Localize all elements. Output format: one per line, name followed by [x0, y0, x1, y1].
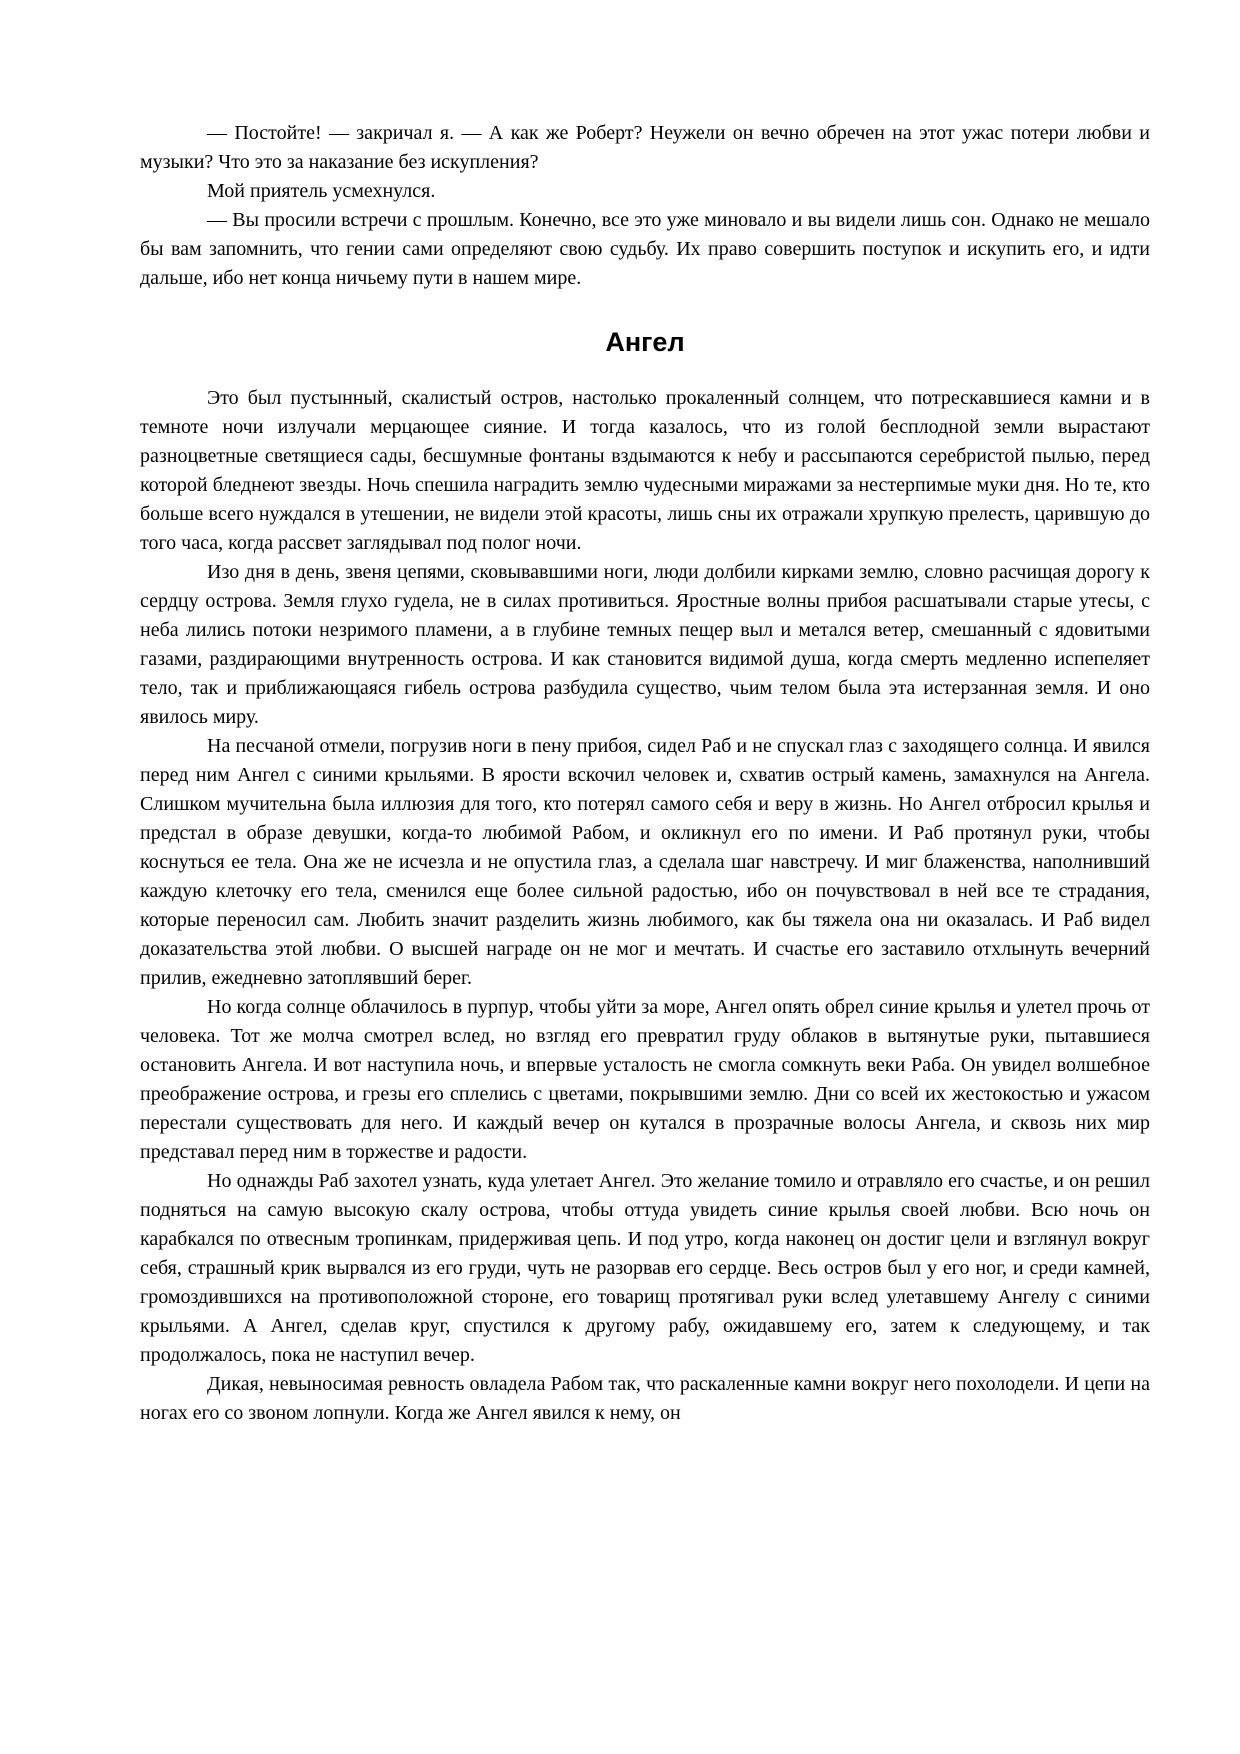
chapter-heading: Ангел	[605, 327, 685, 357]
story-paragraphs	[140, 384, 1150, 1428]
intro-paragraphs	[140, 119, 1150, 293]
paragraph: — Вы просили встречи с прошлым. Конечно, все это уже миновало и вы видели лишь сон. Однако не мешало бы вам запомнить, что гении сами определяют свою судьбу. Их право совершить поступок и искупить его, и идти дальше, ибо нет конца ничьему пути в нашем мире.	[140, 209, 1150, 289]
paragraph: Это был пустынный, скалистый остров, настолько прокаленный солнцем, что потрескавшиеся камни и в темноте ночи излучали мерцающее сияние. И тогда казалось, что из голой бесплодной земли вырастают разноцветные светящиеся сады, бесшумные фонтаны вздымаются к небу и рассыпаются серебристой пылью, перед которой бледнеют звезды. Ночь спешила наградить землю чудесными миражами за нестерпимые муки дня. Но те, кто больше всего нуждался в утешении, не видели этой красоты, лишь сны их отражали хрупкую прелесть, царившую до того часа, когда рассвет заглядывал под полог ночи.	[140, 387, 1150, 554]
paragraph: Но однажды Раб захотел узнать, куда улетает Ангел. Это желание томило и отравляло его счастье, и он решил подняться на самую высокую скалу острова, чтобы оттуда увидеть синие крылья своей любви. Всю ночь он карабкался по отвесным тропинкам, придерживая цепь. И под утро, когда наконец он достиг цели и взглянул вокруг себя, страшный крик вырвался из его груди, чуть не разорвав его сердце. Весь остров был у его ног, и среди камней, громоздившихся на противоположной стороне, его товарищ протягивал руки вслед улетавшему Ангелу с синими крыльями. А Ангел, сделав круг, спустился к другому рабу, ожидавшему его, затем к следующему, и так продолжалось, пока не наступил вечер.	[140, 1170, 1150, 1366]
paragraph: — Постойте! — закричал я. — А как же Роберт? Неужели он вечно обречен на этот ужас потери любви и музыки? Что это за наказание без искупления?	[140, 122, 1150, 173]
paragraph: Мой приятель усмехнулся.	[207, 180, 436, 202]
paragraph: На песчаной отмели, погрузив ноги в пену прибоя, сидел Раб и не спускал глаз с заходящего солнца. И явился перед ним Ангел с синими крыльями. В ярости вскочил человек и, схватив острый камень, замахнулся на Ангела. Слишком мучительна была иллюзия для того, кто потерял самого себя и веру в жизнь. Но Ангел отбросил крылья и предстал в образе девушки, когда-то любимой Рабом, и окликнул его по имени. И Раб протянул руки, чтобы коснуться ее тела. Она же не исчезла и не опустила глаз, а сделала шаг навстречу. И миг блаженства, наполнивший каждую клеточку его тела, сменился еще более сильной радостью, ибо он почувствовал в ней все те страдания, которые переносил сам. Любить значит разделить жизнь любимого, как бы тяжела она ни оказалась. И Раб видел доказательства этой любви. О высшей награде он не мог и мечтать. И счастье его заставило отхлынуть вечерний прилив, ежедневно затоплявший берег.	[140, 735, 1150, 989]
paragraph: Изо дня в день, звеня цепями, сковывавшими ноги, люди долбили кирками землю, словно расчищая дорогу к сердцу острова. Земля глухо гудела, не в силах противиться. Яростные волны прибоя расшатывали старые утесы, с неба лились потоки незримого пламени, а в глубине темных пещер выл и метался ветер, смешанный с ядовитыми газами, раздирающими внутренность острова. И как становится видимой душа, когда смерть медленно испепеляет тело, так и приближающаяся гибель острова разбудила существо, чьим телом была эта истерзанная земля. И оно явилось миру.	[140, 561, 1150, 728]
paragraph: Дикая, невыносимая ревность овладела Рабом так, что раскаленные камни вокруг него похолодели. И цепи на ногах его со звоном лопнули. Когда же Ангел явился к нему, он	[140, 1373, 1150, 1424]
paragraph: Но когда солнце облачилось в пурпур, чтобы уйти за море, Ангел опять обрел синие крылья и улетел прочь от человека. Тот же молча смотрел вслед, но взгляд его превратил груду облаков в вытянутые руки, пытавшиеся остановить Ангела. И вот наступила ночь, и впервые усталость не смогла сомкнуть веки Раба. Он увидел волшебное преображение острова, и грезы его сплелись с цветами, покрывшими землю. Дни со всей их жестокостью и ужасом перестали существовать для него. И каждый вечер он кутался в прозрачные волосы Ангела, и сквозь них мир представал перед ним в торжестве и радости.	[140, 996, 1150, 1163]
